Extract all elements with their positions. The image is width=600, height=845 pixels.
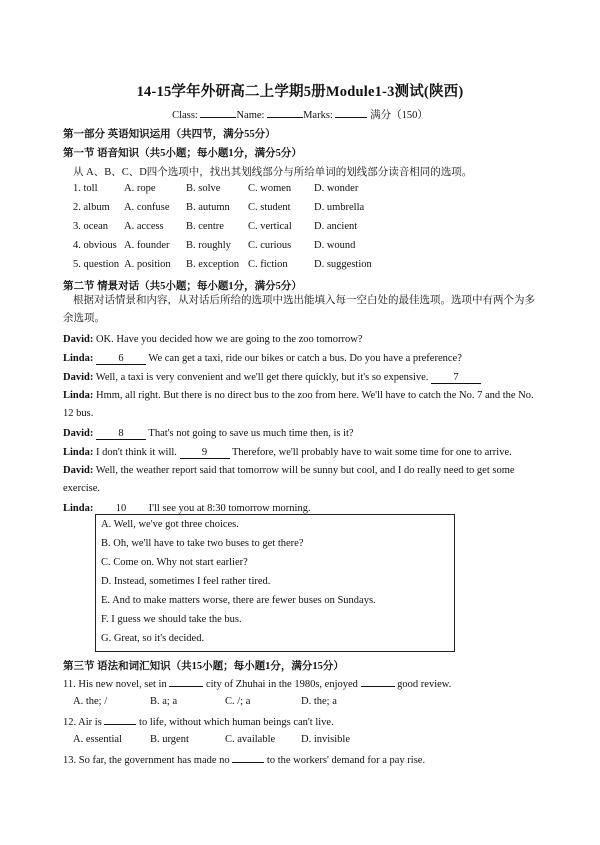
dialogue-text-before: I don't think it will. bbox=[95, 447, 177, 458]
phonetics-q4-b[interactable]: B. roughly bbox=[186, 240, 231, 251]
phonetics-q2-d[interactable]: D. umbrella bbox=[314, 202, 365, 213]
blank-7[interactable]: 7 bbox=[431, 372, 481, 384]
phonetics-q2-a[interactable]: A. confuse bbox=[124, 202, 170, 213]
dialogue-line-3 bbox=[63, 372, 481, 384]
sec1-heading: 第一节 语音知识（共5小题；每小题1分，满分5分） bbox=[63, 148, 302, 159]
speaker-label: Linda: bbox=[63, 503, 94, 514]
phonetics-q5-d[interactable]: D. suggestion bbox=[314, 259, 372, 270]
dialogue-line-5 bbox=[63, 428, 354, 440]
q12-opt-b[interactable]: B. urgent bbox=[150, 734, 189, 745]
marks-blank[interactable] bbox=[335, 108, 367, 118]
dialogue-text: Well, the weather report said that tomorrow will be sunny but cool, and I do really need to get some exercise. bbox=[63, 465, 515, 494]
phonetics-q4-word: 4. obvious bbox=[73, 240, 117, 251]
dialogue-line-1 bbox=[63, 334, 362, 345]
marks-label: Marks: bbox=[303, 110, 333, 121]
q12-opt-d[interactable]: D. invisible bbox=[301, 734, 350, 745]
option-f[interactable]: F. I guess we should take the bus. bbox=[101, 614, 242, 625]
sec1-instruction: 从 A、B、C、D四个选项中，找出其划线部分与所给单词的划线部分读音相同的选项。 bbox=[73, 167, 473, 178]
speaker-label: Linda: bbox=[63, 447, 94, 458]
phonetics-q1-b[interactable]: B. solve bbox=[186, 183, 221, 194]
phonetics-q1-word: 1. toll bbox=[73, 183, 98, 194]
phonetics-q5-word: 5. question bbox=[73, 259, 120, 270]
sec2-heading: 第二节 情景对话（共5小题；每小题1分，满分5分） bbox=[63, 281, 302, 292]
q11-blank-1[interactable] bbox=[169, 677, 203, 687]
phonetics-q4-a[interactable]: A. founder bbox=[124, 240, 170, 251]
option-a[interactable]: A. Well, we've got three choices. bbox=[101, 519, 239, 530]
phonetics-q5-b[interactable]: B. exception bbox=[186, 259, 240, 270]
q12-part-b: to life, without which human beings can't live. bbox=[139, 717, 334, 728]
part1-heading: 第一部分 英语知识运用（共四节，满分55分） bbox=[63, 129, 276, 140]
phonetics-q3-c[interactable]: C. vertical bbox=[248, 221, 292, 232]
q11-opt-d[interactable]: D. the; a bbox=[301, 696, 337, 707]
phonetics-q3-d[interactable]: D. ancient bbox=[314, 221, 358, 232]
dialogue-text: That's not going to save us much time then, is it? bbox=[148, 428, 354, 439]
speaker-label: David: bbox=[63, 334, 94, 345]
dialogue-text: I'll see you at 8:30 tomorrow morning. bbox=[148, 503, 311, 514]
option-g[interactable]: G. Great, so it's decided. bbox=[101, 633, 205, 644]
q11-opt-b[interactable]: B. a; a bbox=[150, 696, 178, 707]
blank-10[interactable]: 10 bbox=[96, 503, 146, 515]
dialogue-text: OK. Have you decided how we are going to the zoo tomorrow? bbox=[95, 334, 363, 345]
option-e[interactable]: E. And to make matters worse, there are fewer buses on Sundays. bbox=[101, 595, 376, 606]
q13-part-b: to the workers' demand for a pay rise. bbox=[266, 755, 426, 766]
q12-blank[interactable] bbox=[104, 715, 136, 725]
option-b[interactable]: B. Oh, we'll have to take two buses to get there? bbox=[101, 538, 304, 549]
name-blank[interactable] bbox=[267, 108, 303, 118]
phonetics-q1-d[interactable]: D. wonder bbox=[314, 183, 359, 194]
question-13 bbox=[63, 753, 425, 766]
dialogue-text: We can get a taxi, ride our bikes or catch a bus. Do you have a preference? bbox=[148, 353, 462, 364]
page-title: 14-15学年外研高二上学期5册Module1-3测试(陕西) bbox=[136, 84, 464, 100]
name-label: Name: bbox=[236, 110, 265, 121]
phonetics-q3-a[interactable]: A. access bbox=[124, 221, 164, 232]
q12-opt-a[interactable]: A. essential bbox=[73, 734, 122, 745]
phonetics-q1-a[interactable]: A. rope bbox=[124, 183, 156, 194]
speaker-label: David: bbox=[63, 465, 94, 476]
sec3-heading: 第三节 语法和词汇知识（共15小题；每小题1分，满分15分） bbox=[63, 661, 344, 672]
phonetics-q2-b[interactable]: B. autumn bbox=[186, 202, 230, 213]
dialogue-line-4 bbox=[63, 387, 541, 423]
phonetics-q5-a[interactable]: A. position bbox=[124, 259, 171, 270]
q11-opt-c[interactable]: C. /; a bbox=[225, 696, 251, 707]
q11-blank-2[interactable] bbox=[361, 677, 395, 687]
sec2-instruction: 根据对话情景和内容，从对话后所给的选项中选出能填入每一空白处的最佳选项。选项中有两个为多余选项。 bbox=[63, 295, 535, 324]
class-blank[interactable] bbox=[200, 108, 236, 118]
class-label: Class: bbox=[172, 110, 198, 121]
q12-opt-c[interactable]: C. available bbox=[225, 734, 276, 745]
phonetics-q2-word: 2. album bbox=[73, 202, 110, 213]
student-info-line bbox=[0, 107, 600, 122]
option-c[interactable]: C. Come on. Why not start earlier? bbox=[101, 557, 248, 568]
phonetics-q1-c[interactable]: C. women bbox=[248, 183, 292, 194]
q13-blank[interactable] bbox=[232, 753, 264, 763]
q13-part-a: 13. So far, the government has made no bbox=[63, 755, 230, 766]
q11-part-b: city of Zhuhai in the 1980s, enjoyed bbox=[205, 679, 358, 690]
options-box bbox=[95, 514, 455, 652]
blank-9[interactable]: 9 bbox=[180, 447, 230, 459]
phonetics-q4-d[interactable]: D. wound bbox=[314, 240, 356, 251]
blank-6[interactable]: 6 bbox=[96, 353, 146, 365]
phonetics-q2-c[interactable]: C. student bbox=[248, 202, 291, 213]
speaker-label: David: bbox=[63, 372, 94, 383]
speaker-label: Linda: bbox=[63, 390, 94, 401]
dialogue-text: Well, a taxi is very convenient and we'll get there quickly, but it's so expensive. bbox=[95, 372, 429, 383]
blank-8[interactable]: 8 bbox=[96, 428, 146, 440]
question-12 bbox=[63, 715, 334, 728]
phonetics-q3-word: 3. ocean bbox=[73, 221, 108, 232]
full-marks: 满分（150） bbox=[370, 110, 428, 121]
speaker-label: David: bbox=[63, 428, 94, 439]
q12-part-a: 12. Air is bbox=[63, 717, 102, 728]
phonetics-q5-c[interactable]: C. fiction bbox=[248, 259, 288, 270]
phonetics-q3-b[interactable]: B. centre bbox=[186, 221, 224, 232]
q11-part-a: 11. His new novel, set in bbox=[63, 679, 167, 690]
dialogue-text: Hmm, all right. But there is no direct bus to the zoo from here. We'll have to catch the No. 7 and the No. 12 bus. bbox=[63, 390, 534, 419]
question-11 bbox=[63, 677, 451, 690]
dialogue-text: Therefore, we'll probably have to wait some time for one to arrive. bbox=[231, 447, 512, 458]
speaker-label: Linda: bbox=[63, 353, 94, 364]
dialogue-line-6 bbox=[63, 447, 512, 459]
q11-part-c: good review. bbox=[397, 679, 452, 690]
option-d[interactable]: D. Instead, sometimes I feel rather tired. bbox=[101, 576, 271, 587]
dialogue-line-2 bbox=[63, 353, 462, 365]
dialogue-line-7 bbox=[63, 462, 541, 498]
phonetics-q4-c[interactable]: C. curious bbox=[248, 240, 292, 251]
q11-opt-a[interactable]: A. the; / bbox=[73, 696, 108, 707]
